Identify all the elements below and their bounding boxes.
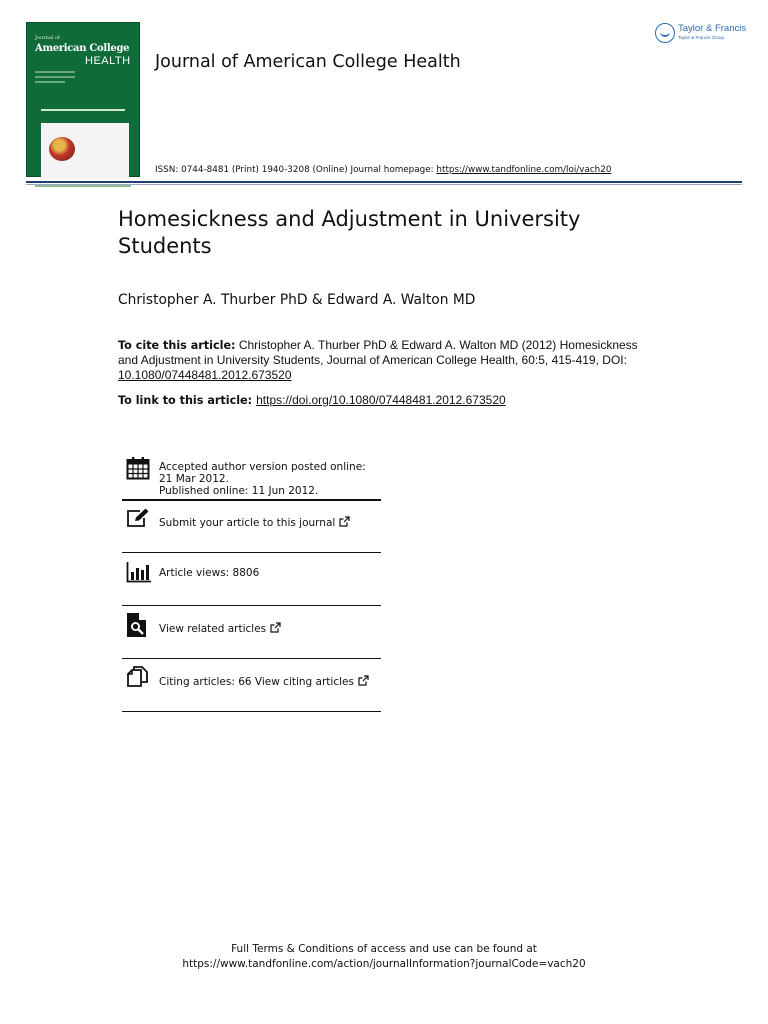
taylor-francis-logo[interactable] xyxy=(655,23,747,47)
citations-icon xyxy=(126,666,150,688)
document-search-icon xyxy=(126,612,148,638)
external-link-icon xyxy=(270,622,281,633)
cite-label: To cite this article: xyxy=(118,339,236,352)
publication-dates-row xyxy=(122,452,381,500)
cover-text-lines xyxy=(35,71,75,86)
external-link-icon xyxy=(358,675,369,686)
cover-top-text: Journal of xyxy=(35,35,60,41)
external-link-icon xyxy=(339,516,350,527)
cover-health: HEALTH xyxy=(85,55,131,67)
citation-block xyxy=(118,338,638,383)
journal-title: Journal of American College Health xyxy=(155,52,461,72)
cover-title: American College xyxy=(35,43,130,54)
cite-text: Christopher A. Thurber PhD & Edward A. Walton MD (2012) Homesickness and Adjustment in University Students, Journal of American College Health, 60:5, 415-419, DOI: xyxy=(118,338,638,367)
header-rule xyxy=(26,181,742,183)
citing-articles-row[interactable] xyxy=(122,659,381,712)
footer-terms xyxy=(0,942,768,972)
publisher-group: Taylor & Francis Group xyxy=(678,35,725,40)
link-label: To link to this article: xyxy=(118,394,253,407)
apple-icon xyxy=(49,137,75,161)
article-info-panel xyxy=(122,452,381,712)
cover-bottom-line xyxy=(35,185,131,187)
divider xyxy=(122,711,381,712)
article-views: Article views: 8806 xyxy=(159,567,260,579)
article-doi-link[interactable]: https://doi.org/10.1080/07448481.2012.673520 xyxy=(256,393,506,407)
article-link-block xyxy=(118,393,506,407)
article-views-row xyxy=(122,553,381,606)
issn-line xyxy=(155,165,611,175)
citing-articles-link[interactable] xyxy=(159,675,369,688)
article-authors: Christopher A. Thurber PhD & Edward A. Walton MD xyxy=(118,292,476,308)
submit-article-link[interactable] xyxy=(159,516,350,529)
cover-divider xyxy=(41,109,125,111)
related-articles-label: View related articles xyxy=(159,623,267,635)
header-rule-thin xyxy=(26,184,742,185)
journal-cover-image xyxy=(26,22,140,177)
footer-line-1: Full Terms & Conditions of access and use can be found at xyxy=(231,943,537,955)
published-date: Published online: 11 Jun 2012. xyxy=(159,485,319,497)
related-articles-row[interactable] xyxy=(122,606,381,659)
article-title: Homesickness and Adjustment in University Students xyxy=(118,207,581,258)
submit-article-label: Submit your article to this journal xyxy=(159,517,336,529)
citing-articles-label: Citing articles: 66 View citing articles xyxy=(159,676,354,688)
calendar-icon xyxy=(126,456,150,480)
issn-text: ISSN: 0744-8481 (Print) 1940-3208 (Online) Journal homepage: xyxy=(155,165,437,175)
journal-homepage-link[interactable]: https://www.tandfonline.com/loi/vach20 xyxy=(436,165,612,175)
accepted-date: Accepted author version posted online: 21 Mar 2012. xyxy=(159,461,366,485)
related-articles-link[interactable] xyxy=(159,622,281,635)
bar-chart-icon xyxy=(126,561,152,583)
cite-doi-link[interactable]: 10.1080/07448481.2012.673520 xyxy=(118,368,292,382)
footer-terms-link[interactable]: https://www.tandfonline.com/action/journalInformation?journalCode=vach20 xyxy=(182,958,586,970)
taylor-francis-logo-icon xyxy=(655,23,675,43)
publication-dates xyxy=(159,461,379,497)
edit-icon xyxy=(126,508,150,528)
publisher-name: Taylor & Francis xyxy=(678,23,747,34)
submit-article-row[interactable] xyxy=(122,500,381,553)
